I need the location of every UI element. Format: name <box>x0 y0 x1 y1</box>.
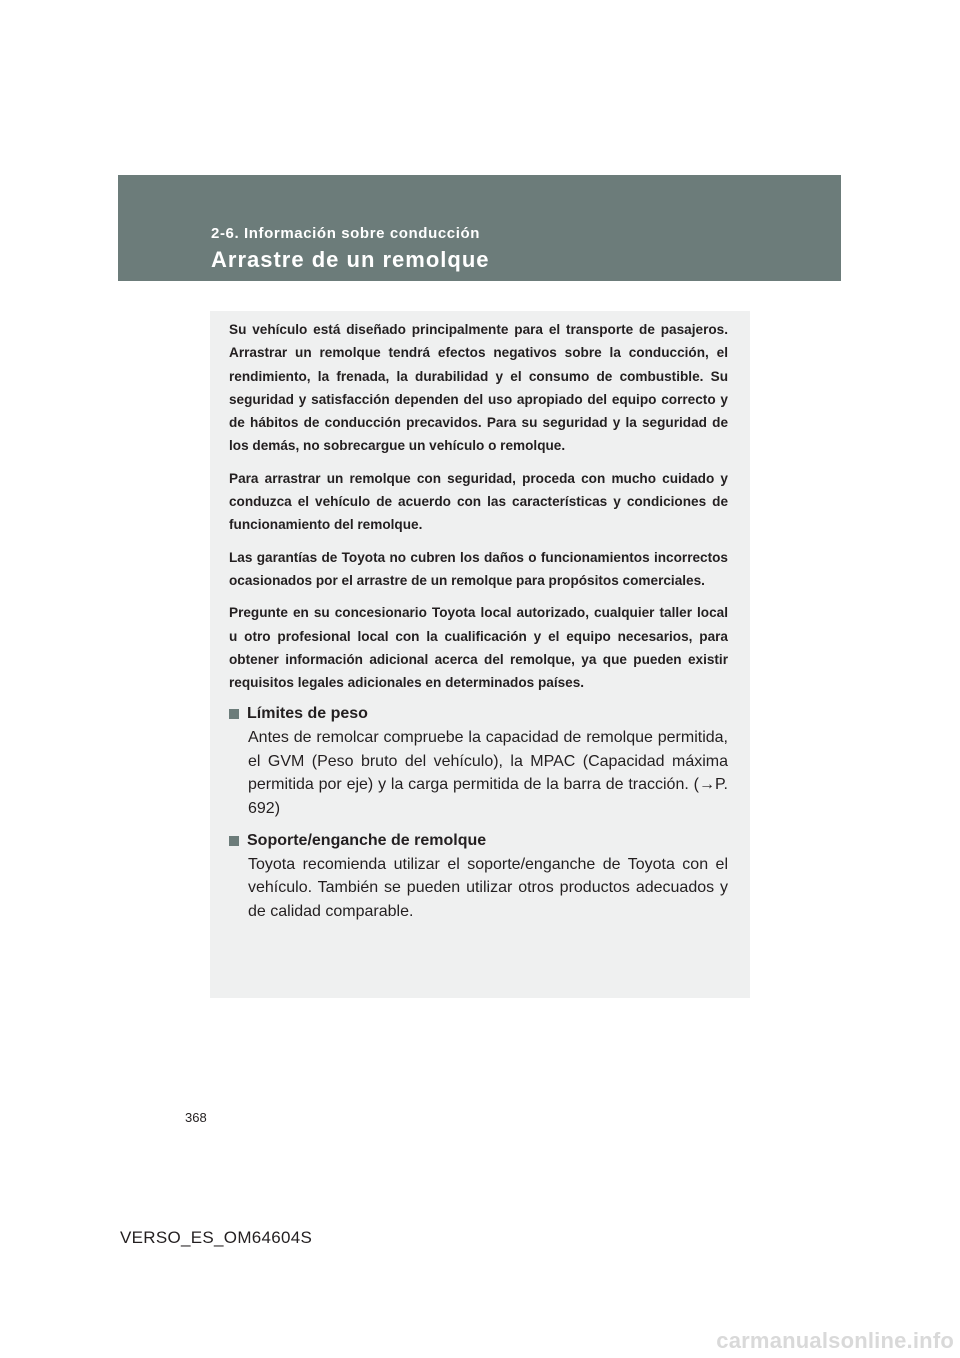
intro-paragraph: Pregunte en su concesionario Toyota local autorizado, cualquier taller local u otro profesional local con la cualificación y el equipo necesarios, para obtener información adicional acerca del remolque, ya que pueden existir requisitos legales adicionales en determinados países. <box>229 605 728 691</box>
content-box <box>210 311 750 998</box>
subsection-heading-text: Soporte/enganche de remolque <box>247 832 487 850</box>
square-bullet-icon <box>229 709 239 719</box>
page-number: 368 <box>185 1110 207 1125</box>
watermark: carmanualsonline.info <box>716 1328 954 1353</box>
weight-limits-section <box>229 703 728 820</box>
subsection-heading-text: Límites de peso <box>247 705 368 723</box>
intro-paragraph: Para arrastrar un remolque con seguridad, proceda con mucho cuidado y conduzca el vehículo de acuerdo con las características y condiciones de funcionamiento del remolque. <box>229 470 728 533</box>
document-code: VERSO_ES_OM64604S <box>120 1228 313 1247</box>
section-label: 2-6. Información sobre conducción <box>211 225 481 242</box>
intro-text <box>229 318 728 694</box>
subsection-body: Antes de remolcar compruebe la capacidad de remolque permitida, el GVM (Peso bruto del vehículo), la MPAC (Capacidad máxima permitida por eje) y la carga permitida de la barra de tracción. (→P. 692) <box>248 729 728 817</box>
section-header <box>118 175 841 281</box>
intro-paragraph: Su vehículo está diseñado principalmente para el transporte de pasajeros. Arrastrar un remolque tendrá efectos negativos sobre la conducción, el rendimiento, la frenada, la durabilidad y el consumo de combustible. Su seguridad y satisfacción dependen del uso apropiado del equipo correcto y de hábitos de conducción precavidos. Para su seguridad y la seguridad de los demás, no sobrecargue un vehículo o remolque. <box>229 322 728 454</box>
subsection-body: Toyota recomienda utilizar el soporte/enganche de Toyota con el vehículo. También se pueden utilizar otros productos adecuados y de calidad comparable. <box>248 856 728 920</box>
subsection-heading <box>229 703 728 725</box>
square-bullet-icon <box>229 836 239 846</box>
intro-paragraph: Las garantías de Toyota no cubren los daños o funcionamientos incorrectos ocasionados por el arrastre de un remolque para propósitos comerciales. <box>229 549 728 588</box>
hitch-section <box>229 830 728 923</box>
page-title: Arrastre de un remolque <box>211 247 490 272</box>
subsection-heading <box>229 830 728 852</box>
